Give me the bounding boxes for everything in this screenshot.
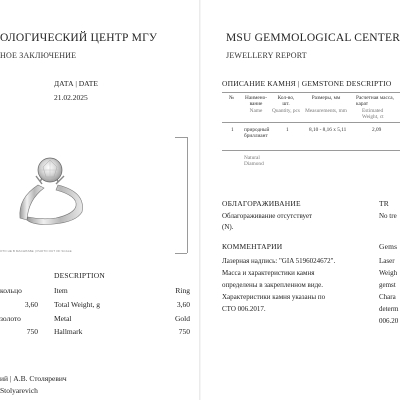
stone-header-name-en: Name xyxy=(249,108,263,114)
row-metal-ru: золото xyxy=(0,314,21,323)
row-weight-ru: 3,60 xyxy=(24,300,38,309)
treatment-text-line1: Облагораживание отсутствует xyxy=(222,212,313,220)
stone-table-bottom-rule xyxy=(222,150,400,151)
row-item-value: Ring xyxy=(175,286,190,295)
comments-line-5: СТО 006.2017. xyxy=(222,305,266,313)
comments-line-4: Характеристики камня указаны по xyxy=(222,293,326,301)
right-page-title: MSU GEMMOLOGICAL CENTER xyxy=(226,32,400,44)
stone-row-size: 8,10 - 8,16 x 5,11 xyxy=(309,127,347,133)
row-item-ru: кольцо xyxy=(0,286,22,295)
comments-en-line-6: 006.20 xyxy=(379,317,399,325)
stone-row-num: 1 xyxy=(231,127,234,133)
treatment-text-en: No tre xyxy=(379,212,397,220)
stone-header-num: № xyxy=(229,95,235,101)
comments-en-line-3: gemst xyxy=(379,281,396,289)
treatment-heading: ОБЛАГОРАЖИВАНИЕ xyxy=(222,199,301,208)
row-hallmark-ru: 750 xyxy=(26,327,38,336)
treatment-text-line2: (N). xyxy=(222,223,234,231)
stone-header-size: Размеры, мм xyxy=(311,95,341,101)
signature-ru: ий | А.В. Столяревич xyxy=(0,374,67,383)
date-label: ДАТА | DATE xyxy=(54,79,98,88)
signature-en: Stolyarevich xyxy=(0,386,38,395)
stone-header-qty: Кол-во, шт. xyxy=(277,95,295,107)
row-metal-label: Metal xyxy=(54,314,72,323)
row-hallmark-value: 750 xyxy=(178,327,190,336)
comments-en-line-2: Weigh xyxy=(379,269,398,277)
photo-frame-right xyxy=(187,137,188,253)
comments-line-2: Масса и характеристики камня xyxy=(222,269,315,277)
right-page-subtitle: JEWELLERY REPORT xyxy=(226,51,307,60)
comments-line-1: Лазерная надпись: "GIA 5196024672". xyxy=(222,257,336,265)
stone-heading: ОПИСАНИЕ КАМНЯ | GEMSTONE DESCRIPTIO xyxy=(222,79,392,88)
row-item-label: Item xyxy=(54,286,68,295)
stone-row-qty: 1 xyxy=(286,127,289,133)
stone-header-weight-en: Estimated Weight, ct xyxy=(362,108,384,120)
stone-header-weight: Расчетная масса, карат xyxy=(356,95,394,107)
comments-line-3: определены в закрепленном виде. xyxy=(222,281,324,289)
left-page-title: ОЛОГИЧЕСКИЙ ЦЕНТР МГУ xyxy=(0,32,158,44)
stone-header-size-en: Measurements, mm xyxy=(305,108,347,114)
photo-frame-top xyxy=(175,137,187,138)
stone-table-top-rule xyxy=(222,92,400,93)
description-heading: DESCRIPTION xyxy=(54,271,105,280)
treatment-heading-en: TR xyxy=(379,199,389,208)
comments-heading-en: Gems xyxy=(379,242,398,251)
row-metal-value: Gold xyxy=(175,314,190,323)
comments-en-line-4: Chara xyxy=(379,293,396,301)
stone-row-weight: 2,09 xyxy=(372,127,382,133)
photo-frame-bottom xyxy=(175,253,187,254)
left-page-subtitle: НОЕ ЗАКЛЮЧЕНИЕ xyxy=(0,51,77,60)
stone-table-header-rule xyxy=(222,122,400,123)
row-weight-label: Total Weight, g xyxy=(54,300,101,309)
comments-en-line-1: Laser xyxy=(379,257,395,265)
stone-row-name-en: Natural Diamond xyxy=(244,155,264,167)
comments-en-line-5: determ xyxy=(379,305,399,313)
ring-photo xyxy=(12,140,92,240)
photo-caption: ОТО НЕ В МАСШТАБЕ | PHOTO OUT OF SCALE xyxy=(0,249,72,253)
stone-header-qty-en: Quantity, pcs xyxy=(272,108,300,114)
row-weight-value: 3,60 xyxy=(176,300,190,309)
stone-row-name: природный бриллиант xyxy=(244,127,270,139)
comments-heading: КОММЕНТАРИИ xyxy=(222,242,283,251)
stone-header-name: Наимено-вание xyxy=(245,95,267,107)
date-value: 21.02.2025 xyxy=(54,93,88,102)
page-fold xyxy=(199,0,201,400)
row-hallmark-label: Hallmark xyxy=(54,327,83,336)
